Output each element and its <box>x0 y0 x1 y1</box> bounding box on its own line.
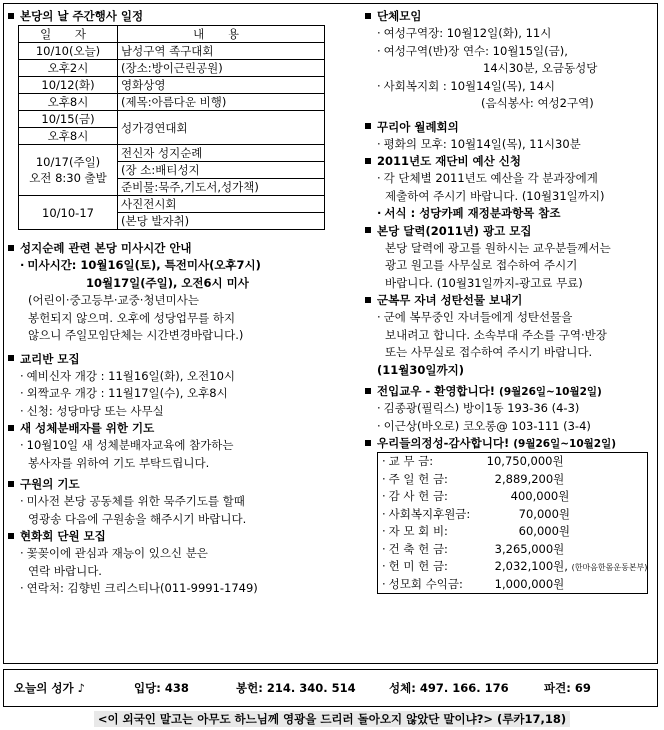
section-title-group-meetings: 단체모임 <box>363 8 658 25</box>
square-bullet-icon <box>8 355 14 361</box>
square-bullet-icon <box>365 388 371 394</box>
section-title-pilgrimage-mass: 성지순례 관련 본당 미사시간 안내 <box>6 240 351 257</box>
offerings-box <box>377 452 648 594</box>
section-title-military-gifts: 군복무 자녀 성탄선물 보내기 <box>363 292 658 309</box>
table-row: 10/10(오늘) 남성구역 족구대회 <box>19 43 325 60</box>
table-row: 오후2시 (장소:방이근린공원) <box>19 60 325 77</box>
list-item: · 감 사 헌 금: 400,000원 <box>382 489 570 503</box>
table-row: 10/12(화) 영화상영 <box>19 77 325 94</box>
hymn-footer <box>3 669 658 707</box>
right-column: 단체모임 · 여성구역장: 10월12일(화), 11시 · 여성구역(반)장 연수: 10월15일(금), 14시30분, 오금동성당 · 사회복지회 : 10월14일(목), 14시 (음식봉사: 여성2구역) 꾸리아 월례회의 · 평화의 모후: 10월14일(목), 11시30분 2011년도 재단비 예산 신청 · 각 단체별 2011년도 예산을 각 분과장에게 제출하여 주시기 바랍니다. (10월31일까지) · 서식 : 성당카페 재정분과항목 참조 본당 달력(2011년) 광고 모집 본당 달력에 광고를 원하시는 교우분들께서는 광고 원고를 사무실로 접수하여 주시기 바랍니다. (10월31일까지-광고료 무료) 군복무 자녀 성탄선물 보내기 · 군에 복무중인 자녀들에게 성탄선물을 보내려고 합니다. 소속부대 주소를 구역·반장 또는 사무실로 접수하여 주시기 바랍니다. (11월30일까지) 전입교우 - 환영합니다! (9월26일~10월2일) · 김종광(필릭스) 방이1동 193-36 (4-3) · 이근상(바오로) 코오롱@ 103-111 (3-4) 우리들의정성-감사합니다! (9월26일~10월2일) · 교 무 금: 10,750,000원 · 주 일 헌 금: 2,889,200원 · 감 사 헌 금: 400,000원 · 사회복지후원금: 70,000원 · 자 모 회 비: 60,000원 · 건 축 헌 금: 3,265,000원 · 헌 미 헌 금: 2,032,100원, (한마음한몸운동본부) · 성모회 수익금: 1,000,000원 <box>363 8 658 594</box>
table-row: 준비물:묵주,기도서,성가책) <box>19 179 325 196</box>
section-title-budget-request: 2011년도 재단비 예산 신청 <box>363 153 658 170</box>
hymn-offertory: 봉헌: 214. 340. 514 <box>236 681 356 695</box>
section-title-curia-meeting: 꾸리아 월례회의 <box>363 119 658 136</box>
section-title-offerings: 우리들의정성-감사합니다! (9월26일~10월2일) <box>363 435 658 452</box>
scripture-verse: <이 외국인 말고는 아무도 하느님께 영광을 드리러 돌아오지 않았단 말이냐?> (루카17,18) <box>0 711 664 727</box>
section-title-flower-recruit: 현화회 단원 모집 <box>6 528 351 545</box>
section-title-eucharist-ministers: 새 성체분배자를 위한 기도 <box>6 420 351 437</box>
header-content: 내 용 <box>118 26 325 43</box>
table-row: 오후8시 (제목:아름다운 비행) <box>19 94 325 111</box>
left-column: 본당의 날 주간행사 일정 일 자 내 용 10/10(오늘) 남성구역 족구대회 오후2시 (장소:방이근린공원) 10/12(화) 영화상영 오후8시 (제목:아름다운 비행) 10/15(금) 성가경연대회 오후8시 10/17(주일) 오전 8:30 출발 전신자 성지순례 (장 소:배티성지 준비물:묵주,기도서,성가책) 10/10-17 사진전시회 (본당 발자취) 성지순례 관련 본당 미사시간 안내 · 미사시간: 10월16일(토), 특전미사(오후7시) 10월17일(주일), 오전6시 미사 (어린이·중고등부·교중·청년미사는 봉헌되지 않으며. 오후에 성당업무를 하지 않으니 주일모임단체는 시간변경바랍니다.) 교리반 모집 · 예비신자 개강 : 11월16일(화), 오전10시 · 외짝교우 개강 : 11월17일(수), 오후8시 · 신청: 성당마당 또는 사무실 새 성체분배자를 위한 기도 · 10월10일 새 성체분배자교육에 참가하는 봉사자를 위하여 기도 부탁드립니다. 구원의 기도 · 미사전 본당 공동체를 위한 묵주기도를 할때 영광송 다음에 구원송을 해주시기 바랍니다. 현화회 단원 모집 · 꽃꽂이에 관심과 재능이 있으신 분은 연락 바랍니다. · 연락처: 김향빈 크리스티나(011-9991-1749) <box>6 8 351 598</box>
square-bullet-icon <box>8 533 14 539</box>
square-bullet-icon <box>365 158 371 164</box>
table-row: (본당 발자취) <box>19 213 325 230</box>
section-title-new-parishioners: 전입교우 - 환영합니다! (9월26일~10월2일) <box>363 383 658 400</box>
table-row: 10/10-17 사진전시회 <box>19 196 325 213</box>
square-bullet-icon <box>365 227 371 233</box>
square-bullet-icon <box>365 440 371 446</box>
list-item: · 교 무 금: 10,750,000원 <box>382 454 564 468</box>
section-title-salvation-prayer: 구원의 기도 <box>6 476 351 493</box>
square-bullet-icon <box>8 13 14 19</box>
hymn-recessional: 파견: 69 <box>544 681 591 695</box>
schedule-table <box>18 25 325 230</box>
hymn-communion: 성체: 497. 166. 176 <box>389 681 509 695</box>
list-item: · 헌 미 헌 금: 2,032,100원, (한마음한몸운동본부) <box>382 559 648 573</box>
table-row: 10/17(주일) 오전 8:30 출발 전신자 성지순례 <box>19 145 325 162</box>
list-item: · 주 일 헌 금: 2,889,200원 <box>382 471 565 486</box>
hymn-entrance: 입당: 438 <box>134 681 189 695</box>
list-item: · 사회복지후원금: 70,000원 <box>382 506 571 521</box>
list-item: · 건 축 헌 금: 3,265,000원 <box>382 541 565 556</box>
table-row: 10/15(금) 성가경연대회 <box>19 111 325 128</box>
section-title-catechism: 교리반 모집 <box>6 351 351 368</box>
section-title-calendar-ads: 본당 달력(2011년) 광고 모집 <box>363 223 658 240</box>
square-bullet-icon <box>8 425 14 431</box>
square-bullet-icon <box>8 481 14 487</box>
table-row: (장 소:배티성지 <box>19 162 325 179</box>
square-bullet-icon <box>365 123 371 129</box>
square-bullet-icon <box>365 297 371 303</box>
table-row: 오후8시 <box>19 128 325 145</box>
schedule-header <box>19 26 325 43</box>
square-bullet-icon <box>8 245 14 251</box>
list-item: · 자 모 회 비: 60,000원 <box>382 524 571 538</box>
header-date: 일 자 <box>19 26 118 43</box>
list-item: · 성모회 수익금: 1,000,000원 <box>382 576 565 591</box>
square-bullet-icon <box>365 13 371 19</box>
hymn-label: 오늘의 성가 ♪ <box>14 681 85 695</box>
section-title-weekly-events: 본당의 날 주간행사 일정 <box>6 8 351 25</box>
